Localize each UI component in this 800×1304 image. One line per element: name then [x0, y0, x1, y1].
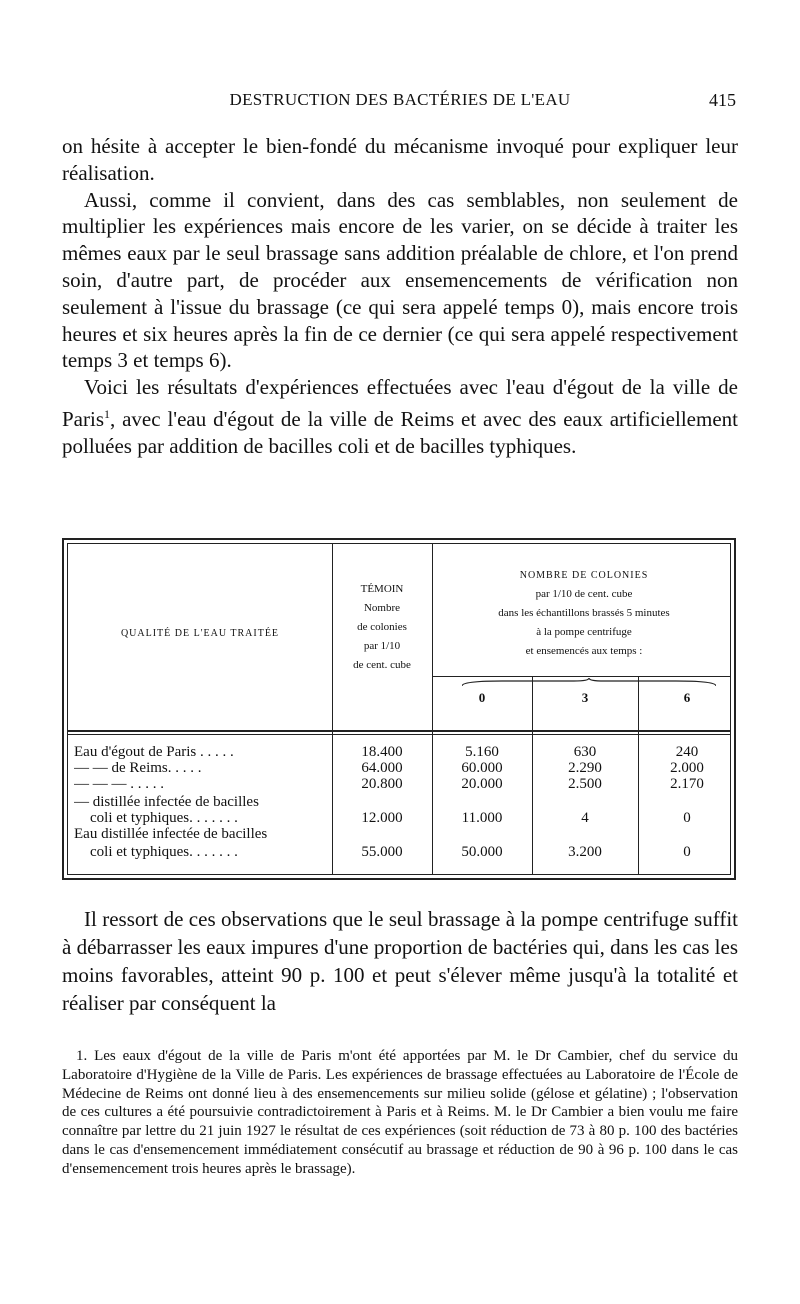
row-temoin: 18.400: [361, 744, 403, 760]
row-label: — — de Reims. . . . .: [74, 760, 202, 776]
temoin-line: par 1/10: [363, 640, 401, 652]
footnote-text: 1. Les eaux d'égout de la ville de Paris m'ont été apportées par M. le Dr Cambier, chef du service du Laboratoire d'Hygiène de la Ville de Paris. Les expériences de brassage effectuées au Laboratoire de l'École de Médecine de Reims ont donné lieu à des ensemencements sur milieu solide (gélose et gélatine) ; l'observation de ces cultures a été poursuivie contradictoirement à Paris et à Reims. M. le Dr Cambier a bien voulu me faire connaître par lettre du 21 juin 1927 le résultat de ces expériences (soit réduction de 73 à 80 p. 100 des bactéries dans le cas d'ensemencement immédiatement consécutif au brassage et réduction de 90 à 96 p. 100 dans le cas d'ensemencement trois heures après le brassage).: [62, 1048, 738, 1177]
body-text-bottom: [62, 905, 738, 1017]
table-row: [68, 776, 730, 792]
footnote: [62, 1047, 738, 1179]
results-table: [62, 538, 736, 880]
row-temoin: 55.000: [361, 844, 403, 860]
temoin-line: TÉMOIN: [360, 583, 404, 595]
header-rule: [68, 730, 730, 732]
row-t0: 11.000: [461, 810, 503, 826]
row-temoin: 20.800: [361, 776, 403, 792]
paragraph-4: Il ressort de ces observations que le seul brassage à la pompe centrifuge suffit à débarrasser les eaux impures d'une proportion de bactéries qui, dans les cas les moins favorables, atteint 90 p. 100 et peut s'élever même jusqu'à la totalité et réaliser par conséquent la: [62, 907, 738, 1015]
paragraph-2: Aussi, comme il convient, dans des cas semblables, non seulement de multiplier les expériences mais encore de les varier, on se décide à traiter les mêmes eaux par le seul brassage sans addition préalable de chlore, et l'on prend soin, d'autre part, de procéder aux ensemencements de vérification non seulement à l'issue du brassage (ce qui sera appelé temps 0), mais encore trois heures et six heures après la fin de ce dernier (ce qui sera appelé respectivement temps 3 et temps 6).: [62, 187, 738, 373]
row-t6: 0: [683, 810, 691, 826]
page-header: [62, 90, 738, 114]
row-t0: 5.160: [465, 744, 499, 760]
row-t0: 60.000: [461, 760, 503, 776]
nombre-line: à la pompe centrifuge: [536, 626, 632, 638]
nombre-line: dans les échantillons brassés 5 minutes: [498, 607, 670, 619]
row-t3: 2.290: [568, 760, 602, 776]
row-label: coli et typhiques. . . . . . .: [90, 844, 238, 860]
paragraph-3-after: , avec l'eau d'égout de la ville de Reims et avec des eaux artificiellement polluées par addition de bacilles coli et de bacilles typhiques.: [62, 406, 738, 458]
time-header-0: 0: [478, 690, 486, 705]
time-header-3: 3: [581, 690, 589, 705]
row-t3: 3.200: [568, 844, 602, 860]
results-table-inner: [67, 543, 731, 875]
paragraph-3-before: Voici les résultats d'expériences effectuées avec l'eau d'égout de la ville de Paris: [62, 375, 738, 431]
row-temoin: 12.000: [361, 810, 403, 826]
temoin-line: de colonies: [357, 621, 407, 633]
nombre-line: NOMBRE DE COLONIES: [519, 570, 649, 581]
row-t0: 20.000: [461, 776, 503, 792]
nombre-line: par 1/10 de cent. cube: [535, 588, 633, 600]
column-header-quality: QUALITÉ DE L'EAU TRAITÉE: [120, 628, 280, 639]
table-row: [68, 810, 730, 826]
table-row: [68, 794, 730, 810]
row-label: — distillée infectée de bacilles: [74, 794, 259, 810]
paragraph-1: on hésite à accepter le bien-fondé du mécanisme invoqué pour expliquer leur réalisation.: [62, 134, 738, 185]
page-number: 415: [709, 90, 736, 110]
row-t6: 2.170: [670, 776, 704, 792]
column-header-nombre: [432, 566, 736, 661]
footnote-reference: 1: [104, 406, 110, 421]
brace-mark: [462, 678, 716, 686]
running-title: DESTRUCTION DES BACTÉRIES DE L'EAU: [229, 90, 571, 109]
row-temoin: 64.000: [361, 760, 403, 776]
row-t3: 2.500: [568, 776, 602, 792]
paragraph-3: [62, 374, 738, 459]
header-subdivider: [432, 676, 730, 677]
column-header-temoin: [332, 580, 432, 675]
row-t0: 50.000: [461, 844, 503, 860]
row-t3: 630: [573, 744, 597, 760]
table-row: [68, 760, 730, 776]
temoin-line: Nombre: [363, 602, 401, 614]
row-label: Eau distillée infectée de bacilles: [74, 826, 268, 842]
row-label: — — — . . . . .: [74, 776, 164, 792]
row-t3: 4: [581, 810, 589, 826]
nombre-line: et ensemencés aux temps :: [525, 645, 643, 657]
row-t6: 0: [683, 844, 691, 860]
table-row: [68, 826, 730, 842]
table-row: [68, 844, 730, 860]
table-row: [68, 744, 730, 760]
row-t6: 2.000: [670, 760, 704, 776]
row-label: Eau d'égout de Paris . . . . .: [74, 744, 234, 760]
temoin-line: de cent. cube: [353, 659, 411, 671]
time-header-6: 6: [683, 690, 691, 705]
row-label: coli et typhiques. . . . . . .: [90, 810, 238, 826]
body-text-top: [62, 133, 738, 460]
row-t6: 240: [675, 744, 699, 760]
header-rule: [68, 734, 730, 735]
